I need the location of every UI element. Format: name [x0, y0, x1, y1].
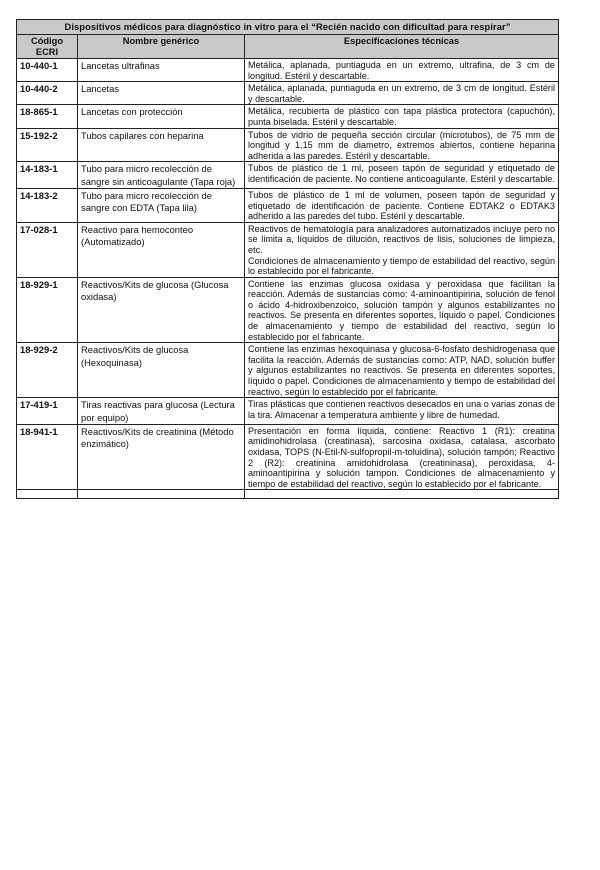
table-row — [17, 188, 559, 222]
table-title: Dispositivos médicos para diagnóstico in vitro para el “Recién nacido con dificultad para respirar” — [17, 20, 559, 35]
row-generic-name: Lancetas — [78, 82, 245, 105]
spec-paragraph: Metálica, recubierta de plástico con tapa plástica protectora (capuchón), punta biselada. Estéril y descartable. — [248, 106, 555, 127]
row-code: 10-440-1 — [17, 59, 78, 82]
row-specification — [245, 128, 559, 162]
continuation-cell — [245, 490, 559, 499]
row-specification — [245, 277, 559, 343]
table-row — [17, 277, 559, 343]
row-generic-name: Tubos capilares con heparina — [78, 128, 245, 162]
spec-paragraph: Tubos de plástico de 1 ml de volumen, poseen tapón de seguridad y etiquetado de identificación de paciente. Contiene EDTAK2 o EDTAK3 adherido a las paredes del tubo. Estéril y descartable. — [248, 189, 555, 222]
spec-paragraph: Reactivos de hematología para analizadores automatizados incluye pero no se limita a, líquidos de dilución, reactivos de lisis, soluciones de limpieza, etc. — [248, 223, 555, 255]
spec-paragraph: Contiene las enzimas glucosa oxidasa y peroxidasa que facilitan la reacción. Además de sustancias como: 4-aminoantipirina, solución de fenol o ácido 4-hidroxibenzoico, solución tampón y algunos estabilizantes no reactivos. Se presenta en diferentes soportes, líquido o papel. Condiciones de almacenamiento y tiempo de estabilidad del reactivo, según lo establecido por el fabricante. — [248, 278, 555, 342]
row-specification — [245, 82, 559, 105]
row-specification — [245, 343, 559, 398]
continuation-cell — [78, 490, 245, 499]
row-code: 14-183-1 — [17, 162, 78, 189]
table-row — [17, 82, 559, 105]
table-row — [17, 343, 559, 398]
table-row — [17, 398, 559, 425]
table-row — [17, 59, 559, 82]
table-row — [17, 162, 559, 189]
row-generic-name: Tubo para micro recolección de sangre con EDTA (Tapa lila) — [78, 188, 245, 222]
row-generic-name: Lancetas ultrafinas — [78, 59, 245, 82]
spec-paragraph: Tubos de vidrio de pequeña sección circular (microtubos), de 75 mm de longitud y 1,15 mm de diametro, extremos abiertos, contiene heparina adherida a las paredes. Estéril y descartable. — [248, 129, 555, 161]
header-name: Nombre genérico — [78, 35, 245, 59]
spec-paragraph: Tubos de plástico de 1 ml, poseen tapón de seguridad y etiquetado de identificación de paciente. No contiene anticoagulante. Estéril y descartable. — [248, 163, 555, 184]
spec-paragraph: Metálica, aplanada, puntiaguda en un extremo, ultrafina, de 3 cm de longitud. Estéril y descartable. — [248, 60, 555, 81]
row-code: 14-183-2 — [17, 188, 78, 222]
spec-paragraph: Condiciones de almacenamiento y tiempo de estabilidad del reactivo, según lo establecido por el fabricante. — [248, 255, 555, 277]
row-code: 17-028-1 — [17, 222, 78, 277]
devices-table — [16, 19, 559, 499]
table-title-row — [17, 20, 559, 35]
row-generic-name: Tiras reactivas para glucosa (Lectura por equipo) — [78, 398, 245, 425]
row-generic-name: Reactivo para hemoconteo (Automatizado) — [78, 222, 245, 277]
header-spec: Especificaciones técnicas — [245, 35, 559, 59]
header-code: Código ECRI — [17, 35, 78, 59]
row-generic-name: Reactivos/Kits de glucosa (Hexoquinasa) — [78, 343, 245, 398]
row-code: 15-192-2 — [17, 128, 78, 162]
row-generic-name: Reactivos/Kits de glucosa (Glucosa oxidasa) — [78, 277, 245, 343]
row-specification — [245, 59, 559, 82]
row-specification — [245, 188, 559, 222]
row-generic-name: Reactivos/Kits de creatinina (Método enzimático) — [78, 424, 245, 490]
row-code: 18-929-2 — [17, 343, 78, 398]
spec-paragraph: Tiras plásticas que contienen reactivos desecados en una o varias zonas de la tira. Almacenar a temperatura ambiente y libre de humedad. — [248, 399, 556, 420]
table-continuation-row — [17, 490, 559, 499]
table-body — [17, 59, 559, 499]
table-row — [17, 222, 559, 277]
row-specification — [245, 424, 559, 490]
row-code: 18-865-1 — [17, 105, 78, 128]
row-specification — [245, 222, 559, 277]
row-generic-name: Tubo para micro recolección de sangre sin anticoagulante (Tapa roja) — [78, 162, 245, 189]
row-generic-name: Lancetas con protección — [78, 105, 245, 128]
table-row — [17, 424, 559, 490]
table-header-row — [17, 35, 559, 59]
table-row — [17, 105, 559, 128]
spec-paragraph: Presentación en forma líquida, contiene: Reactivo 1 (R1): creatina amidinohidrolasa (creatinasa), sarcosina oxidasa, catalasa, ascorbato oxidasa, TOPS (N-Etil-N-sulfopropil-m-toluidina), solución tampón; Reactivo 2 (R2): creatinina amidohidrolasa (creatininasa), peroxidasa, 4-aminoantipirina y solución tampon. Condiciones de almacenamiento y tiempo de estabilidad del reactivo, según lo establecido por el fabricante. — [248, 425, 555, 489]
spec-paragraph: Metálica, aplanada, puntiaguda en un extremo, de 3 cm de longitud. Estéril y descartable. — [248, 83, 555, 104]
row-specification — [245, 105, 559, 128]
table-row — [17, 128, 559, 162]
row-code: 17-419-1 — [17, 398, 78, 425]
spec-paragraph: Contiene las enzimas hexoquinasa y glucosa-6-fosfato deshidrogenasa que facilita la reacción. Además de sustancias como: ATP, NAD, solución buffer y algunos estabilizantes no reactivos. Se presenta en diferentes soportes, líquido o papel. Condiciones de almacenamiento y tiempo de estabilidad del reactivo, según lo establecido por el fabricante. — [248, 344, 555, 397]
row-specification — [245, 398, 559, 425]
continuation-cell — [17, 490, 78, 499]
row-code: 18-941-1 — [17, 424, 78, 490]
row-code: 18-929-1 — [17, 277, 78, 343]
row-code: 10-440-2 — [17, 82, 78, 105]
row-specification — [245, 162, 559, 189]
